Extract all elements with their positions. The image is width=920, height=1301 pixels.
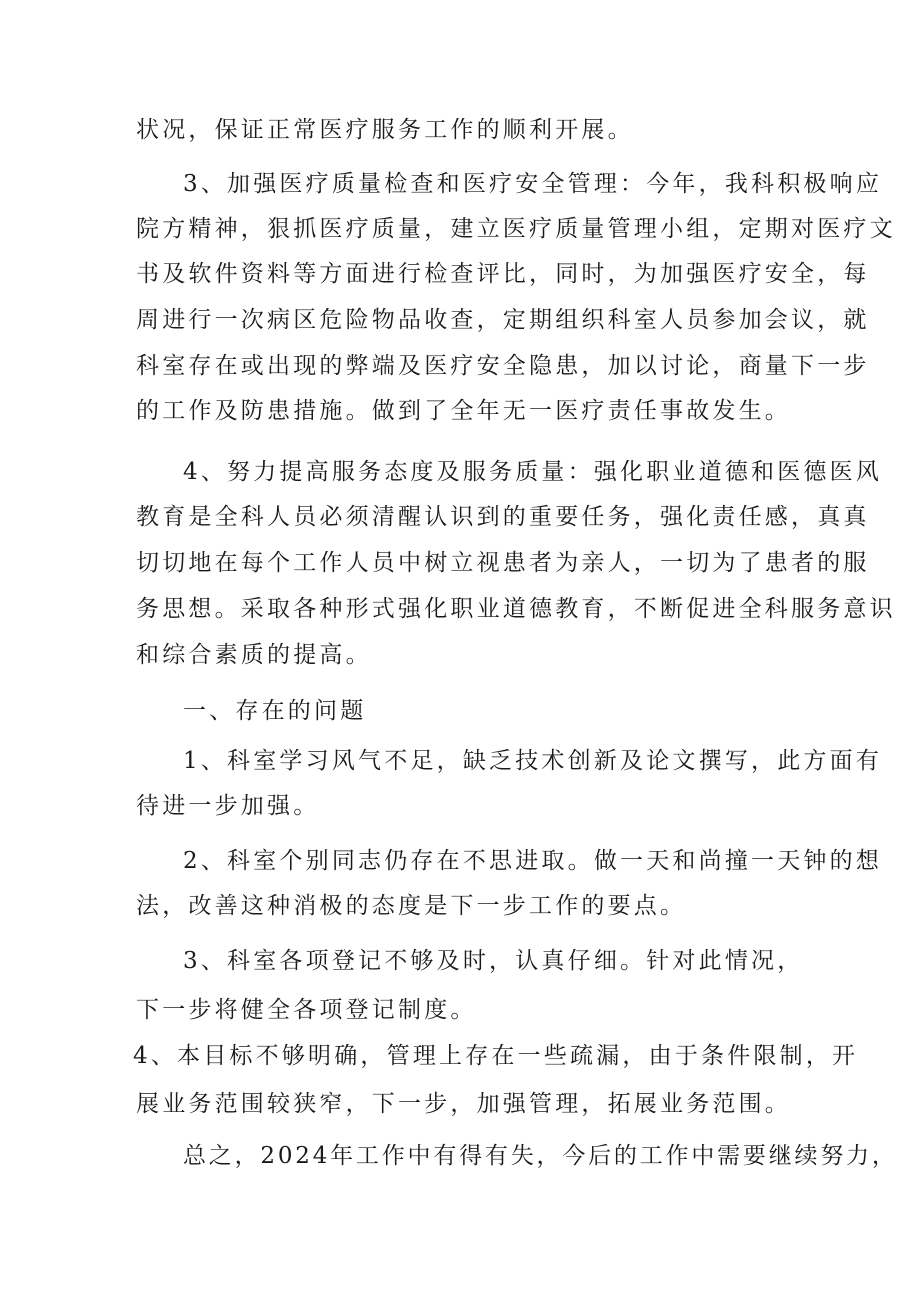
text-line: 总之，2024年工作中有得有失，今后的工作中需要继续努力，	[183, 1143, 898, 1169]
text-line: 的工作及防患措施。做到了全年无一医疗责任事故发生。	[136, 398, 791, 424]
text-line: 法，改善这种消极的态度是下一步工作的要点。	[136, 893, 687, 919]
text-line: 科室存在或出现的弊端及医疗安全隐患，加以讨论，商量下一步	[136, 353, 870, 379]
text-line: 待进一步加强。	[136, 793, 320, 819]
text-line: 切切地在每个工作人员中树立视患者为亲人，一切为了患者的服	[136, 550, 870, 576]
text-line: 周进行一次病区危险物品收查，定期组织科室人员参加会议，就	[136, 307, 870, 333]
text-line: 3、科室各项登记不够及时，认真仔细。针对此情况，	[183, 948, 804, 974]
text-line: 2、科室个别同志仍存在不思进取。做一天和尚撞一天钟的想	[183, 848, 883, 874]
text-line: 务思想。采取各种形式强化职业道德教育，不断促进全科服务意识	[136, 596, 896, 622]
text-line: 院方精神，狠抓医疗质量，建立医疗质量管理小组，定期对医疗文	[136, 216, 896, 242]
text-line: 3、加强医疗质量检查和医疗安全管理：今年，我科积极响应	[183, 171, 883, 197]
text-line: 书及软件资料等方面进行检查评比，同时，为加强医疗安全，每	[136, 261, 870, 287]
text-line: 4、努力提高服务态度及服务质量：强化职业道德和医德医风	[183, 459, 883, 485]
text-line: 教育是全科人员必须清醒认识到的重要任务，强化责任感，真真	[136, 504, 870, 530]
text-line: 展业务范围较狭窄，下一步，加强管理，拓展业务范围。	[136, 1091, 791, 1117]
text-line: 4、本目标不够明确，管理上存在一些疏漏，由于条件限制，开	[133, 1043, 859, 1069]
text-line: 状况，保证正常医疗服务工作的顺利开展。	[136, 117, 634, 143]
text-line: 1、科室学习风气不足，缺乏技术创新及论文撰写，此方面有	[183, 748, 883, 774]
section-heading: 一、存在的问题	[183, 698, 367, 724]
text-line: 和综合素质的提高。	[136, 642, 372, 668]
text-line: 下一步将健全各项登记制度。	[136, 997, 477, 1023]
